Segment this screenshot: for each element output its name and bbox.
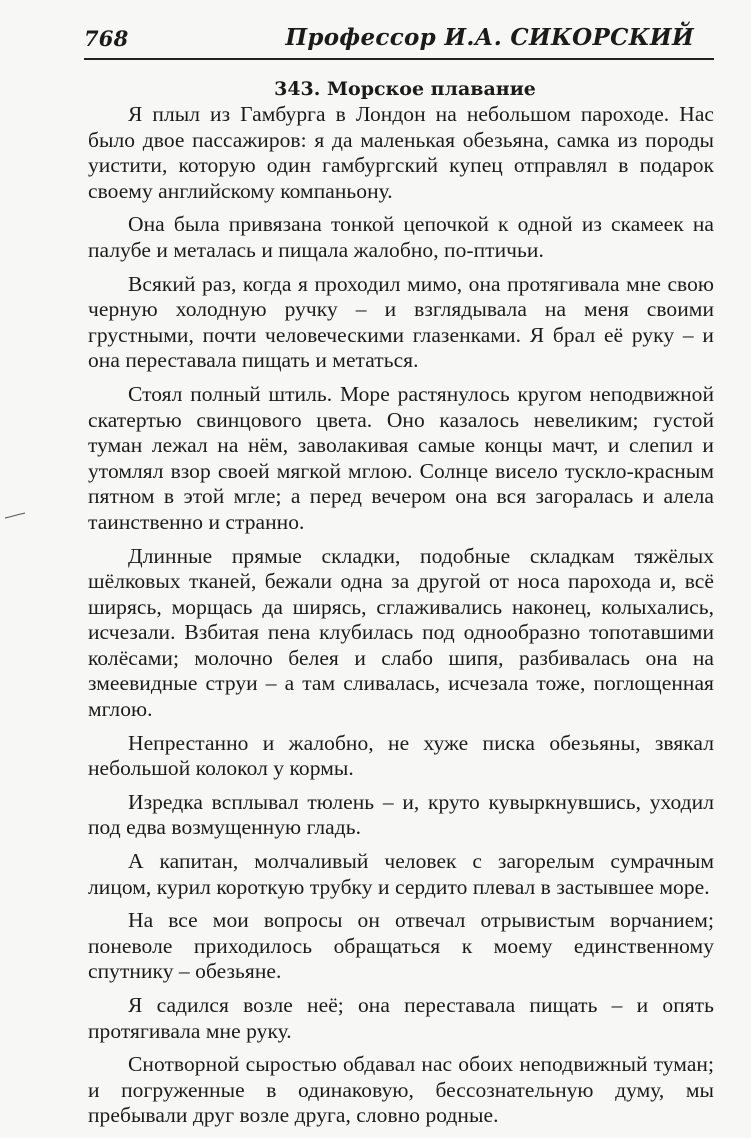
paragraph: Я плыл из Гамбурга в Лондон на небольшом пароходе. Нас было двое пассажиров: я да маленькая обезьяна, самка из породы уистити, которую один гамбургский купец отправлял в подарок своему английскому компаньону. [88,102,714,203]
paragraph: Она была привязана тонкой цепочкой к одной из скамеек на палубе и металась и пищала жалобно, по-птичьи. [88,212,714,262]
page-number: 768 [84,26,129,51]
paragraph: Я садился возле неё; она переставала пищать – и опять протягивала мне руку. [88,993,714,1043]
page-header [84,24,720,60]
paragraph: Непрестанно и жалобно, не хуже писка обезьяны, звякал небольшой колокол у кормы. [88,730,714,781]
section-title: 343. Морское плавание [274,78,536,100]
paragraph: На все мои вопросы он отвечал отрывистым ворчанием; поневоле приходилось обращаться к моему единственному спутнику – обезьяне. [88,908,714,984]
margin-pencil-mark [4,512,26,520]
paragraph: Изредка всплывал тюлень – и, круто кувыркнувшись, уходил под едва возмущенную гладь. [88,789,714,840]
main-content [88,76,714,1137]
paragraph: Стоял полный штиль. Море растянулось кругом неподвижной скатертью свинцового цвета. Оно казалось невеликим; густой туман лежал на нём, заволакивая самые концы мачт, и слепил и утомлял взор своей мягкой мглою. Солнце висело тускло-красным пятном в этой мгле; а перед вечером она вся загоралась и алела таинственно и странно. [88,381,714,534]
running-head: Профессор И.А. СИКОРСКИЙ [285,24,694,51]
paragraph: Всякий раз, когда я проходил мимо, она протягивала мне свою черную холодную ручку – и взглядывала на меня своими грустными, почти человеческими глазенками. Я брал её руку – и она переставала пищать и метаться. [88,271,714,373]
header-rule [84,58,714,60]
paragraph: Снотворной сыростью обдавал нас обоих неподвижный туман; и погруженные в одинаковую, бессознательную думу, мы пребывали друг возле друга, словно родные. [88,1052,714,1128]
paragraph: А капитан, молчаливый человек с загорелым сумрачным лицом, курил короткую трубку и сердито плевал в застывшее море. [88,849,714,899]
paragraph: Длинные прямые складки, подобные складкам тяжёлых шёлковых тканей, бежали одна за другой от носа парохода и, всё ширясь, морщась да ширясь, сглаживались наконец, колыхались, исчезали. Взбитая пена клубилась под однообразно топотавшими колёсами; молочно белея и слабо шипя, разбивалась она на змеевидные струи – а там сливалась, исчезала тоже, поглощенная мглою. [88,543,714,722]
